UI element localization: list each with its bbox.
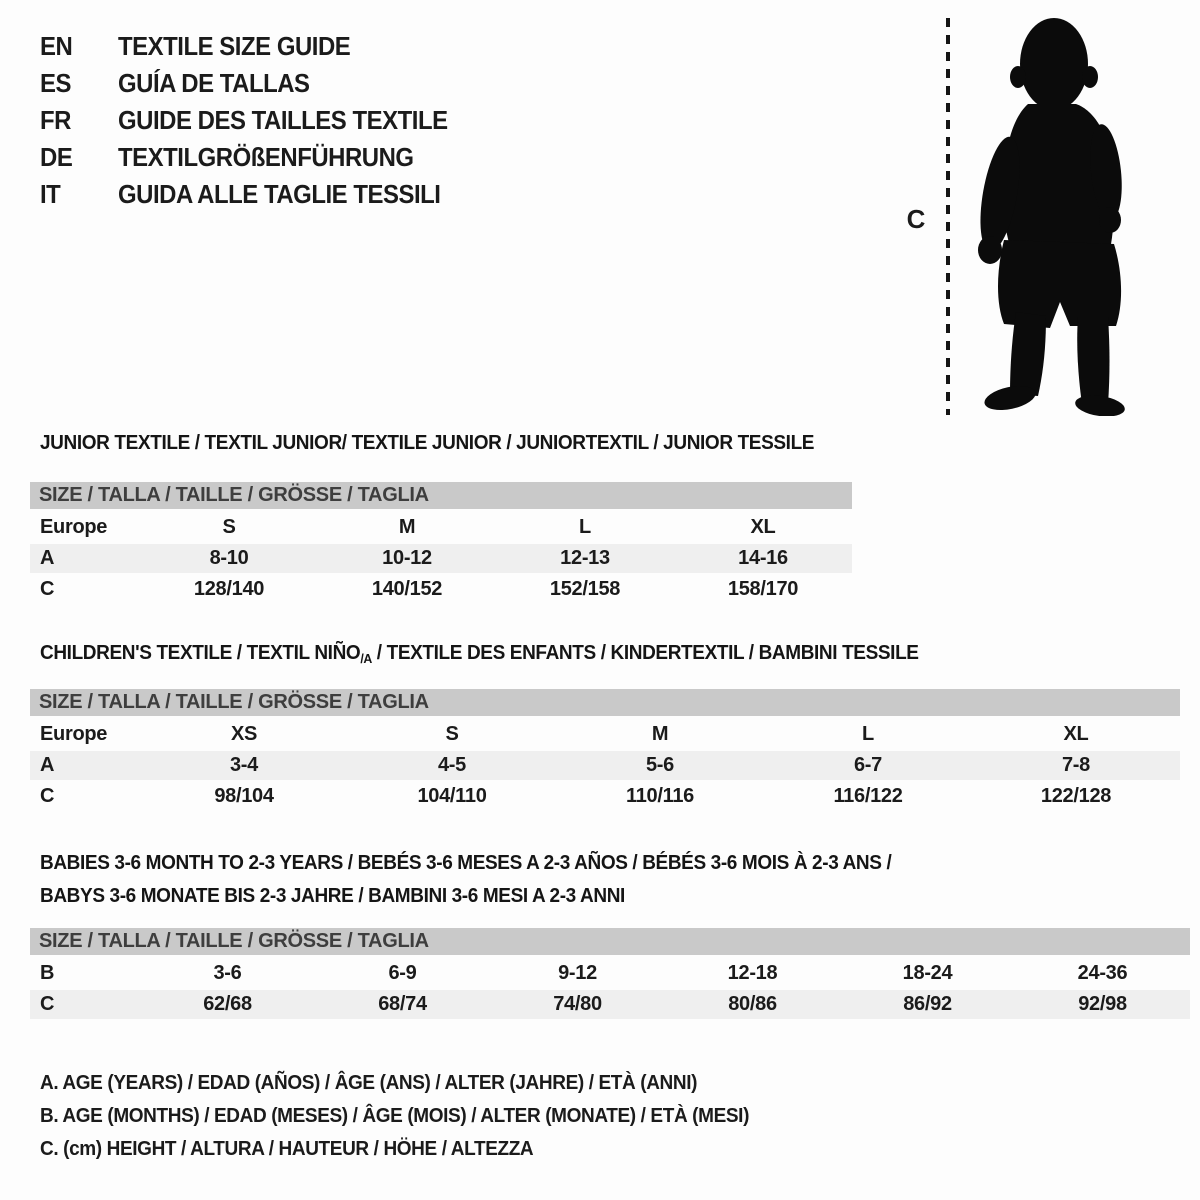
size-cell: S [445, 723, 459, 745]
age-cell: 6-7 [853, 754, 882, 776]
months-cell: 18-24 [902, 962, 953, 984]
guide-title-de: TEXTILGRÖßENFÜHRUNG [118, 142, 414, 172]
table-row-months [30, 959, 1190, 988]
size-header-bar: SIZE / TALLA / TAILLE / GRÖSSE / TAGLIA [30, 928, 1190, 955]
table-row-age [30, 751, 1180, 780]
height-cell: 98/104 [214, 785, 274, 807]
language-row-it [40, 176, 476, 213]
legend-line-b: B. AGE (MONTHS) / EDAD (MESES) / ÂGE (MOIS) / ALTER (MONATE) / ETÀ (MESI) [40, 1105, 750, 1127]
height-cell: 86/92 [903, 993, 952, 1015]
size-cell: XL [1063, 723, 1089, 745]
months-cell: 3-6 [213, 962, 242, 984]
guide-title-fr: GUIDE DES TAILLES TEXTILE [118, 105, 448, 135]
table-row-height [30, 575, 852, 604]
table-row-age [30, 544, 852, 573]
language-title-list [40, 28, 476, 213]
language-row-en [40, 28, 476, 65]
height-measure-label: C [906, 204, 926, 234]
legend-line-c: C. (cm) HEIGHT / ALTURA / HAUTEUR / HÖHE / ALTEZZA [40, 1138, 534, 1160]
language-row-es [40, 65, 476, 102]
height-cell: 116/122 [833, 785, 903, 807]
row-label: C [40, 993, 55, 1015]
row-label: C [40, 578, 55, 600]
legend-line-a: A. AGE (YEARS) / EDAD (AÑOS) / ÂGE (ANS) / ALTER (JAHRE) / ETÀ (ANNI) [40, 1072, 698, 1094]
row-label: Europe [40, 723, 108, 745]
months-cell: 9-12 [558, 962, 597, 984]
size-cell: M [651, 723, 669, 745]
size-header-bar: SIZE / TALLA / TAILLE / GRÖSSE / TAGLIA [30, 482, 852, 509]
height-cell: 80/86 [728, 993, 777, 1015]
children-size-table [30, 689, 1180, 813]
age-cell: 14-16 [738, 547, 788, 569]
height-cell: 152/158 [549, 578, 621, 600]
language-code: FR [40, 105, 71, 135]
language-code: DE [40, 142, 73, 172]
row-label: A [40, 547, 55, 569]
age-cell: 10-12 [382, 547, 432, 569]
height-cell: 140/152 [371, 578, 443, 600]
age-cell: 7-8 [1061, 754, 1090, 776]
junior-size-table [30, 482, 852, 606]
height-cell: 110/116 [626, 785, 694, 807]
height-cell: 74/80 [553, 993, 602, 1015]
language-row-fr [40, 102, 476, 139]
height-cell: 128/140 [193, 578, 265, 600]
language-code: IT [40, 179, 61, 209]
language-row-de [40, 139, 476, 176]
language-code: EN [40, 31, 73, 61]
row-label: C [40, 785, 55, 807]
months-cell: 12-18 [727, 962, 778, 984]
size-cell: XL [750, 516, 776, 538]
size-cell: L [862, 723, 874, 745]
height-cell: 158/170 [727, 578, 799, 600]
babies-section-title [40, 847, 891, 913]
children-title-sub: /A [360, 651, 372, 666]
babies-title-line1: BABIES 3-6 MONTH TO 2-3 YEARS / BEBÉS 3-6 MESES A 2-3 AÑOS / BÉBÉS 3-6 MOIS À 2-3 ANS / [40, 852, 892, 874]
row-label: A [40, 754, 55, 776]
height-cell: 68/74 [378, 993, 427, 1015]
size-cell: XS [230, 723, 258, 745]
age-cell: 3-4 [229, 754, 258, 776]
junior-section-title: JUNIOR TEXTILE / TEXTIL JUNIOR/ TEXTILE JUNIOR / JUNIORTEXTIL / JUNIOR TESSILE [40, 432, 815, 454]
children-title-post: / TEXTILE DES ENFANTS / KINDERTEXTIL / BAMBINI TESSILE [371, 642, 919, 664]
height-cell: 104/110 [417, 785, 487, 807]
guide-title-en: TEXTILE SIZE GUIDE [118, 31, 351, 61]
row-label: B [40, 962, 55, 984]
row-label: Europe [40, 516, 108, 538]
table-row-height [30, 782, 1180, 811]
size-cell: S [222, 516, 236, 538]
height-cell: 62/68 [203, 993, 252, 1015]
measure-legend [40, 1072, 786, 1171]
age-cell: 12-13 [560, 547, 610, 569]
months-cell: 24-36 [1077, 962, 1128, 984]
height-cell: 92/98 [1078, 993, 1127, 1015]
guide-title-es: GUÍA DE TALLAS [118, 68, 310, 98]
children-section-title [40, 642, 919, 666]
children-title-pre: CHILDREN'S TEXTILE / TEXTIL NIÑO [40, 642, 361, 664]
size-cell: M [398, 516, 416, 538]
size-cell: L [579, 516, 591, 538]
table-row-height [30, 990, 1190, 1019]
toddler-silhouette-icon [958, 14, 1143, 416]
height-dashed-line [946, 18, 950, 415]
guide-title-it: GUIDA ALLE TAGLIE TESSILI [118, 179, 441, 209]
months-cell: 6-9 [388, 962, 417, 984]
age-cell: 4-5 [437, 754, 466, 776]
age-cell: 5-6 [645, 754, 674, 776]
babies-title-line2: BABYS 3-6 MONATE BIS 2-3 JAHRE / BAMBINI 3-6 MESI A 2-3 ANNI [40, 885, 625, 907]
babies-size-table [30, 928, 1190, 1021]
size-header-bar: SIZE / TALLA / TAILLE / GRÖSSE / TAGLIA [30, 689, 1180, 716]
language-code: ES [40, 68, 71, 98]
height-cell: 122/128 [1040, 785, 1112, 807]
table-row-europe [30, 513, 852, 542]
table-row-europe [30, 720, 1180, 749]
age-cell: 8-10 [209, 547, 249, 569]
